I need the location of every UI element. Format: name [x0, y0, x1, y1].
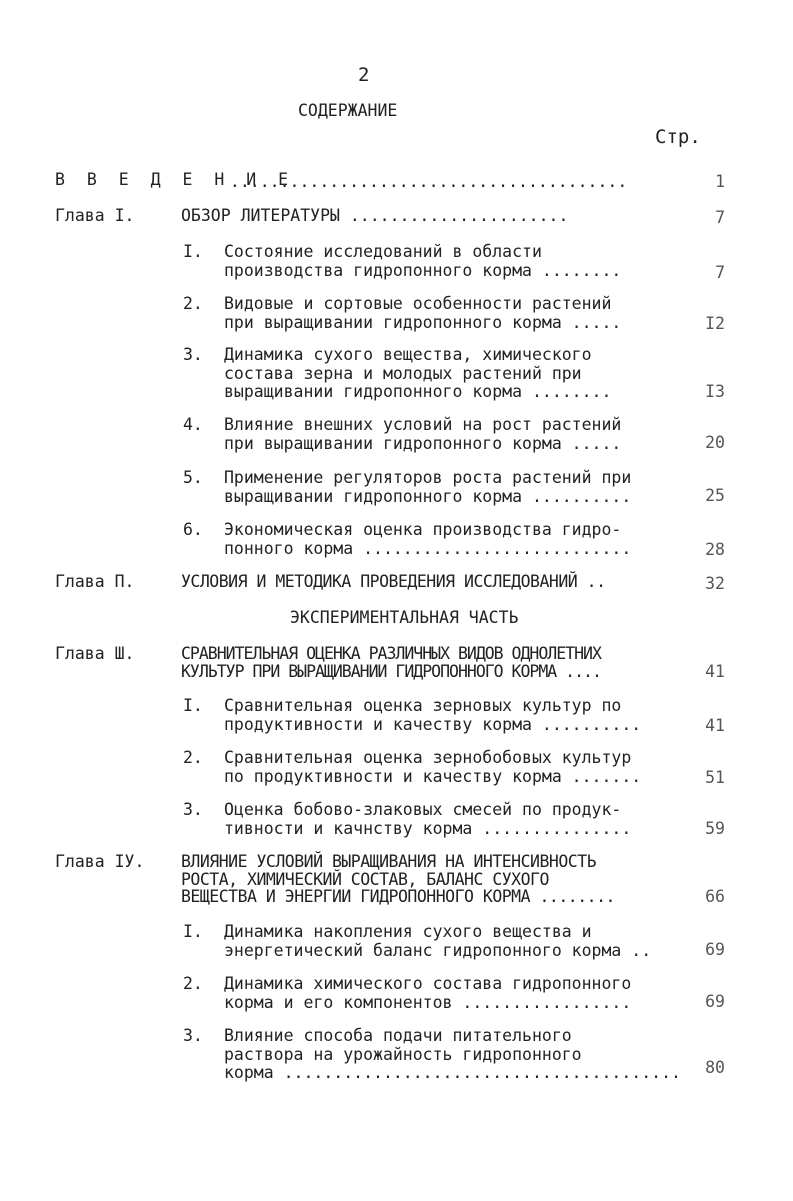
item-line: Состояние исследований в области: [224, 242, 542, 261]
item-number: 3.: [183, 1026, 203, 1045]
chapter-title: РОСТА, ХИМИЧЕСКИЙ СОСТАВ, БАЛАНС СУХОГО: [181, 870, 549, 889]
chapter-label: Глава IУ.: [55, 852, 145, 871]
item-page: 69: [705, 940, 725, 959]
item-page: 28: [705, 540, 725, 559]
item-line: раствора на урожайность гидропонного: [224, 1045, 582, 1064]
item-line: Оценка бобово-злаковых смесей по продук-: [224, 800, 622, 819]
chapter-page: 66: [705, 887, 725, 906]
chapter-page: 32: [705, 574, 725, 593]
item-number: 2.: [183, 974, 203, 993]
item-line: понного корма ...........................: [224, 539, 632, 558]
item-line: продуктивности и качеству корма ..........: [224, 715, 642, 734]
item-page: 41: [705, 716, 725, 735]
item-line: Влияние внешних условий на рост растений: [224, 415, 622, 434]
item-line: тивности и качнству корма ...............: [224, 819, 632, 838]
item-line: энергетический баланс гидропонного корма ..: [224, 941, 652, 960]
item-line: Динамика сухого вещества, химического: [224, 345, 592, 364]
item-page: 69: [705, 992, 725, 1011]
item-number: I.: [183, 242, 203, 261]
toc-title: СОДЕРЖАНИЕ: [298, 101, 398, 120]
item-page: I2: [705, 314, 725, 333]
item-line: Применение регуляторов роста растений при: [224, 468, 632, 487]
page-number: 2: [358, 64, 370, 86]
item-page: 20: [705, 433, 725, 452]
chapter-title: СРАВНИТЕЛЬНАЯ ОЦЕНКА РАЗЛИЧНЫХ ВИДОВ ОДНОЛЕТНИХ: [181, 644, 601, 663]
chapter-label: Глава I.: [55, 206, 135, 225]
intro-dots: ........................................: [220, 172, 628, 191]
item-number: 4.: [183, 415, 203, 434]
item-number: 3.: [183, 800, 203, 819]
item-line: выращивании гидропонного корма ........: [224, 382, 612, 401]
item-line: при выращивании гидропонного корма .....: [224, 434, 622, 453]
page-column-label: Стр.: [655, 126, 701, 148]
item-page: 59: [705, 819, 725, 838]
item-line: выращивании гидропонного корма ..........: [224, 487, 632, 506]
chapter-title: УСЛОВИЯ И МЕТОДИКА ПРОВЕДЕНИЯ ИССЛЕДОВАНИЙ ..: [181, 572, 606, 591]
chapter-label: Глава П.: [55, 572, 135, 591]
chapter-page: 7: [715, 208, 725, 227]
item-line: Видовые и сортовые особенности растений: [224, 294, 612, 313]
item-line: Сравнительная оценка зернобобовых культур: [224, 748, 632, 767]
item-number: 5.: [183, 468, 203, 487]
item-page: 25: [705, 486, 725, 505]
chapter-title: ОБЗОР ЛИТЕРАТУРЫ ......................: [181, 206, 569, 225]
item-line: Динамика накопления сухого вещества и: [224, 922, 592, 941]
chapter-page: 41: [705, 662, 725, 681]
item-line: Влияние способа подачи питательного: [224, 1026, 572, 1045]
item-number: 3.: [183, 345, 203, 364]
item-line: корма и его компонентов .................: [224, 993, 632, 1012]
item-page: 80: [705, 1058, 725, 1077]
chapter-title: ВЛИЯНИЕ УСЛОВИЙ ВЫРАЩИВАНИЯ НА ИНТЕНСИВНОСТЬ: [181, 852, 597, 871]
item-number: 2.: [183, 294, 203, 313]
item-number: I.: [183, 922, 203, 941]
item-line: по продуктивности и качеству корма .......: [224, 767, 642, 786]
chapter-title: КУЛЬТУР ПРИ ВЫРАЩИВАНИИ ГИДРОПОННОГО КОРМА ....: [181, 662, 601, 681]
item-number: 2.: [183, 748, 203, 767]
item-line: Динамика химического состава гидропонного: [224, 974, 632, 993]
item-line: корма ........................................: [224, 1063, 681, 1082]
item-number: 6.: [183, 520, 203, 539]
item-line: Сравнительная оценка зерновых культур по: [224, 696, 622, 715]
intro-page: 1: [715, 172, 725, 191]
intro-label: В В Е Д Е Н И Е: [55, 170, 295, 189]
item-page: 51: [705, 768, 725, 787]
item-line: состава зерна и молодых растений при: [224, 364, 582, 383]
item-page: 7: [715, 263, 725, 282]
chapter-title: ВЕЩЕСТВА И ЭНЕРГИИ ГИДРОПОННОГО КОРМА ........: [181, 887, 615, 906]
item-page: I3: [705, 382, 725, 401]
item-line: при выращивании гидропонного корма .....: [224, 313, 622, 332]
item-line: Экономическая оценка производства гидро-: [224, 520, 622, 539]
item-line: производства гидропонного корма ........: [224, 261, 622, 280]
section-title: ЭКСПЕРИМЕНТАЛЬНАЯ ЧАСТЬ: [290, 608, 519, 627]
item-number: I.: [183, 696, 203, 715]
chapter-label: Глава Ш.: [55, 644, 135, 663]
